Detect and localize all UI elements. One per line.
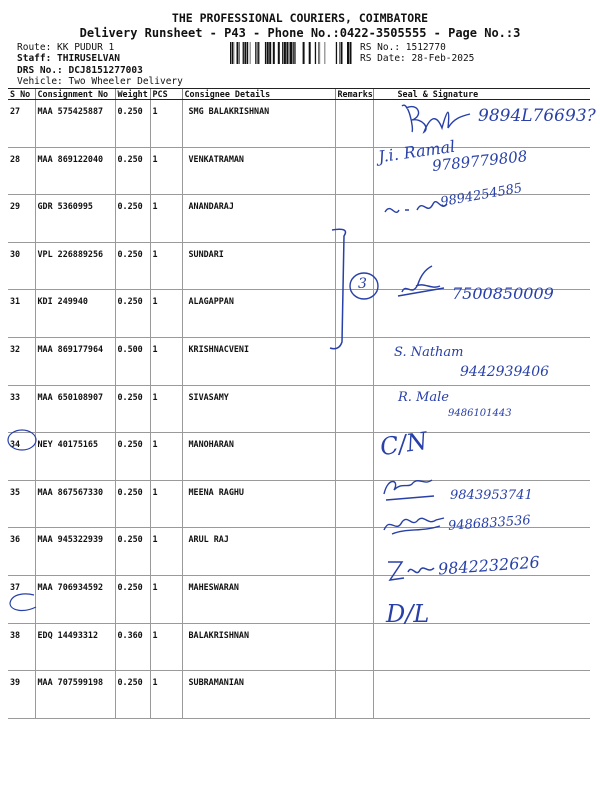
- table-header-row: [8, 89, 590, 100]
- cell-consignment: MAA 706934592: [35, 575, 115, 623]
- cell-sno: 38: [8, 623, 35, 671]
- phone-27: 9894L76693?: [478, 106, 596, 126]
- signature-36: [380, 472, 440, 506]
- staff-label: Staff: THIRUSELVAN: [17, 53, 120, 64]
- barcode-bar: [258, 42, 259, 64]
- cell-consignment: NEY 40175165: [35, 433, 115, 481]
- route-label: Route: KK PUDUR 1: [17, 42, 115, 53]
- phone-31: 7500850009: [452, 284, 554, 303]
- rs-date: RS Date: 28-Feb-2025: [360, 53, 475, 64]
- table-row: [8, 195, 590, 243]
- cell-remarks: [335, 575, 373, 623]
- drs-number: DRS No.: DCJ8151277003: [17, 65, 143, 76]
- column-header: Remarks: [335, 89, 373, 100]
- phone-29: 9894254585: [439, 180, 524, 211]
- cell-weight: 0.360: [115, 623, 150, 671]
- barcode-bar: [325, 42, 326, 64]
- barcode-bar: [273, 42, 275, 64]
- barcode-bar: [244, 42, 246, 64]
- circle-mark-35: [6, 428, 38, 452]
- cell-consignee: ARUL RAJ: [182, 528, 335, 576]
- cell-weight: 0.250: [115, 100, 150, 148]
- phone-28: 9789779808: [431, 147, 529, 175]
- name-34: R. Male: [398, 390, 449, 405]
- column-header: Weight: [115, 89, 150, 100]
- phone-34: 9486101443: [448, 408, 512, 419]
- cell-pcs: 1: [150, 480, 182, 528]
- table-row: [8, 575, 590, 623]
- barcode-bar: [269, 42, 271, 64]
- vehicle-label: Vehicle: Two Wheeler Delivery: [17, 76, 183, 87]
- cell-pcs: 1: [150, 575, 182, 623]
- barcode: [230, 42, 353, 64]
- barcode-bar: [320, 42, 321, 64]
- table-row: [8, 433, 590, 481]
- bracket-mark: [326, 222, 386, 352]
- cell-consignee: ALAGAPPAN: [182, 290, 335, 338]
- cell-sno: 29: [8, 195, 35, 243]
- cell-consignment: GDR 5360995: [35, 195, 115, 243]
- cell-remarks: [335, 528, 373, 576]
- cell-consignee: MAHESWARAN: [182, 575, 335, 623]
- cell-consignee: SUNDARI: [182, 242, 335, 290]
- cell-sno: 33: [8, 385, 35, 433]
- barcode-bar: [230, 42, 231, 64]
- barcode-bar: [303, 42, 305, 64]
- cell-weight: 0.500: [115, 337, 150, 385]
- barcode-bar: [284, 42, 286, 64]
- signature-27: [398, 98, 478, 138]
- name-33: S. Natham: [394, 345, 464, 360]
- barcode-bar: [341, 42, 343, 64]
- cell-weight: 0.250: [115, 671, 150, 719]
- cell-pcs: 1: [150, 623, 182, 671]
- cell-weight: 0.250: [115, 575, 150, 623]
- cell-consignee: VENKATRAMAN: [182, 147, 335, 195]
- cell-consignment: VPL 226889256: [35, 242, 115, 290]
- barcode-bar: [265, 42, 266, 64]
- rs-number: RS No.: 1512770: [360, 42, 446, 53]
- cell-pcs: 1: [150, 671, 182, 719]
- barcode-bar: [315, 42, 316, 64]
- cell-sno: 39: [8, 671, 35, 719]
- table-row: [8, 242, 590, 290]
- phone-37: 9486833536: [447, 513, 532, 534]
- cell-sno: 31: [8, 290, 35, 338]
- barcode-bar: [234, 42, 235, 64]
- barcode-bar: [247, 42, 248, 64]
- barcode-bar: [239, 42, 240, 64]
- cell-pcs: 1: [150, 337, 182, 385]
- cell-weight: 0.250: [115, 147, 150, 195]
- cell-consignee: SIVASAMY: [182, 385, 335, 433]
- runsheet-table: [8, 88, 590, 719]
- company-title: THE PROFESSIONAL COURIERS, COIMBATORE: [171, 11, 429, 25]
- column-header: Consignee Details: [182, 89, 335, 100]
- column-header: Seal & Signature: [373, 89, 590, 100]
- circle-mark-39: [6, 591, 38, 615]
- cell-pcs: 1: [150, 385, 182, 433]
- status-mark-39: D/L: [386, 600, 430, 628]
- cell-consignee: KRISHNACVENI: [182, 337, 335, 385]
- cell-pcs: 1: [150, 100, 182, 148]
- barcode-bar: [286, 42, 288, 64]
- cell-sno: 30: [8, 242, 35, 290]
- barcode-bar: [290, 42, 292, 64]
- cell-pcs: 1: [150, 290, 182, 338]
- barcode-bar: [232, 42, 233, 64]
- cell-weight: 0.250: [115, 528, 150, 576]
- table-row: [8, 623, 590, 671]
- cell-sno: 34: [8, 433, 35, 481]
- cell-pcs: 1: [150, 195, 182, 243]
- table-row: [8, 671, 590, 719]
- barcode-bar: [267, 42, 269, 64]
- cell-consignment: MAA 650108907: [35, 385, 115, 433]
- cell-sno: 32: [8, 337, 35, 385]
- barcode-bar: [257, 42, 258, 64]
- cell-signature: [373, 671, 590, 719]
- cell-pcs: 1: [150, 147, 182, 195]
- cell-consignment: KDI 249940: [35, 290, 115, 338]
- cell-pcs: 1: [150, 242, 182, 290]
- cell-consignment: MAA 869177964: [35, 337, 115, 385]
- cell-sno: 37: [8, 575, 35, 623]
- cell-remarks: [335, 147, 373, 195]
- cell-remarks: [335, 671, 373, 719]
- cell-remarks: [335, 623, 373, 671]
- cell-weight: 0.250: [115, 290, 150, 338]
- cell-remarks: [335, 100, 373, 148]
- cell-sno: 35: [8, 480, 35, 528]
- barcode-bar: [289, 42, 290, 64]
- cell-consignment: MAA 867567330: [35, 480, 115, 528]
- cell-consignment: MAA 945322939: [35, 528, 115, 576]
- cell-weight: 0.250: [115, 385, 150, 433]
- column-header: PCS: [150, 89, 182, 100]
- cell-weight: 0.250: [115, 433, 150, 481]
- cell-pcs: 1: [150, 528, 182, 576]
- cell-sno: 27: [8, 100, 35, 148]
- cell-consignee: BALAKRISHNAN: [182, 623, 335, 671]
- barcode-bar: [278, 42, 280, 64]
- phone-36: 9843953741: [450, 488, 533, 503]
- barcode-bar: [250, 42, 251, 64]
- cell-consignee: SMG BALAKRISHNAN: [182, 100, 335, 148]
- barcode-bar: [282, 42, 283, 64]
- signature-37: [382, 510, 452, 540]
- barcode-bar: [318, 42, 319, 64]
- barcode-bar: [294, 42, 295, 64]
- cell-weight: 0.250: [115, 242, 150, 290]
- barcode-bar: [237, 42, 239, 64]
- cell-consignee: ANANDARAJ: [182, 195, 335, 243]
- status-mark-35: C/N: [378, 426, 430, 462]
- barcode-bar: [243, 42, 244, 64]
- phone-33: 9442939406: [460, 364, 550, 380]
- cell-remarks: [335, 433, 373, 481]
- barcode-bar: [255, 42, 256, 64]
- barcode-bar: [339, 42, 340, 64]
- column-header: S No: [8, 89, 35, 100]
- signature-31: [394, 262, 454, 302]
- barcode-bar: [309, 42, 311, 64]
- cell-remarks: [335, 480, 373, 528]
- runsheet-title: Delivery Runsheet - P43 - Phone No.:0422-3505555 - Page No.:3: [79, 26, 521, 40]
- barcode-bar: [293, 42, 294, 64]
- cell-sno: 36: [8, 528, 35, 576]
- cell-weight: 0.250: [115, 195, 150, 243]
- cell-consignment: MAA 707599198: [35, 671, 115, 719]
- cell-weight: 0.250: [115, 480, 150, 528]
- cell-consignment: MAA 869122040: [35, 147, 115, 195]
- name-28: J.i. Ramal: [377, 136, 457, 167]
- cell-consignee: MANOHARAN: [182, 433, 335, 481]
- cell-signature: [373, 623, 590, 671]
- cell-consignment: MAA 575425887: [35, 100, 115, 148]
- cell-remarks: [335, 385, 373, 433]
- cell-sno: 28: [8, 147, 35, 195]
- phone-38: 9842232626: [437, 552, 541, 579]
- barcode-bar: [347, 42, 349, 64]
- barcode-bar: [336, 42, 337, 64]
- group-number: 3: [358, 276, 367, 292]
- cell-consignee: MEENA RAGHU: [182, 480, 335, 528]
- cell-consignment: EDQ 14493312: [35, 623, 115, 671]
- column-header: Consignment No: [35, 89, 115, 100]
- cell-pcs: 1: [150, 433, 182, 481]
- barcode-bar: [350, 42, 352, 64]
- signature-38: [384, 556, 444, 586]
- cell-consignee: SUBRAMANIAN: [182, 671, 335, 719]
